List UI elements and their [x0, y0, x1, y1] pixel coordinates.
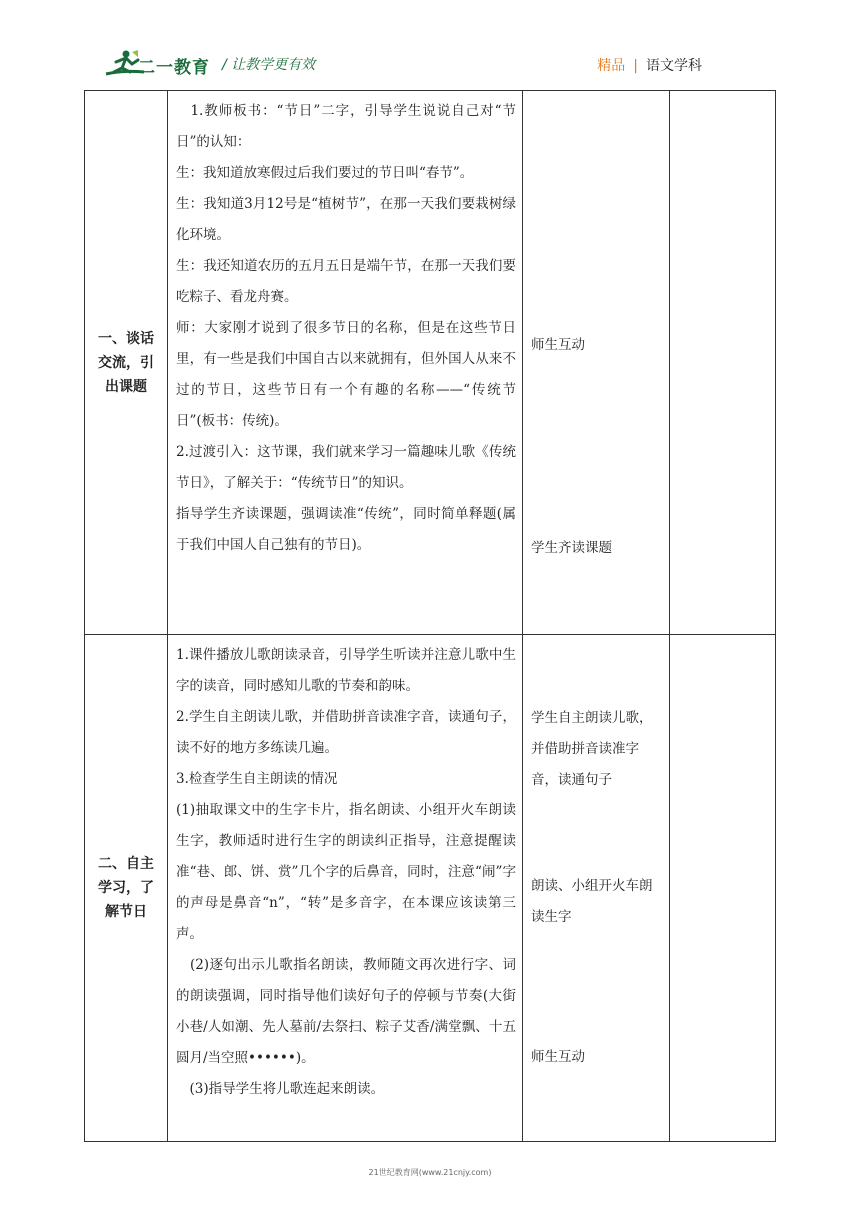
content-paragraph: 生：我还知道农历的五月五日是端午节，在那一天我们要吃粽子、看龙舟赛。	[176, 258, 516, 305]
activity-note: 朗读、小组开火车朗读生字	[531, 878, 653, 925]
table-row	[85, 635, 776, 1142]
content-paragraph: 2.学生自主朗读儿歌，并借助拼音读准字音，读通句子，读不好的地方多练读几遍。	[176, 709, 516, 756]
content-paragraph: (1)抽取课文中的生字卡片，指名朗读、小组开火车朗读生字，教师适时进行生字的朗读纠正指导，注意提醒读准“巷、郎、饼、赏”几个字的后鼻音，同时，注意“闹”字的声母是鼻音“n”，“转”是多音字，在本课应该读第三声。	[176, 802, 516, 942]
activity-cell	[523, 91, 670, 635]
separator: |	[633, 58, 638, 74]
table-row	[85, 91, 776, 635]
teaching-content-cell	[168, 635, 523, 1142]
content-paragraph: (3)指导学生将儿歌连起来朗读。	[176, 1081, 385, 1097]
content-paragraph: 指导学生齐读课题，强调读准“传统”，同时简单释题(属于我们中国人自己独有的节日)。	[176, 506, 516, 553]
content-paragraph: 3.检查学生自主朗读的情况	[176, 771, 338, 787]
content-paragraph: 生：我知道3月12号是“植树节”，在那一天我们要栽树绿化环境。	[176, 196, 516, 243]
page-header	[0, 0, 860, 90]
teaching-content-cell	[168, 91, 523, 635]
activity-note: 师生互动	[531, 1049, 585, 1065]
content-paragraph: 1.课件播放儿歌朗读录音，引导学生听读并注意儿歌中生字的读音，同时感知儿歌的节奏和韵味。	[176, 647, 516, 694]
quality-badge: 精品	[597, 58, 626, 74]
lesson-plan-table	[84, 90, 776, 1142]
stage-cell: 二、自主学习，了解节日	[85, 635, 168, 1142]
brand-right	[597, 55, 702, 75]
page-footer: 21世纪教育网(www.21cnjy.com)	[368, 1168, 492, 1177]
notes-cell	[670, 635, 776, 1142]
logo-text: 二一教育	[138, 58, 210, 78]
content-paragraph: 2.过渡引入：这节课，我们就来学习一篇趣味儿歌《传统节日》，了解关于：“传统节日”的知识。	[176, 444, 516, 491]
activity-cell	[523, 635, 670, 1142]
content-paragraph: 生：我知道放寒假过后我们要过的节日叫“春节”。	[176, 165, 474, 181]
activity-note: 学生齐读课题	[531, 540, 612, 556]
content-paragraph: 师：大家刚才说到了很多节日的名称，但是在这些节日里，有一些是我们中国自古以来就拥有，但外国人从来不过的节日，这些节日有一个有趣的名称——“传统节日”(板书：传统)。	[176, 320, 516, 429]
content-paragraph: 1.教师板书：“节日”二字，引导学生说说自己对“节日”的认知：	[176, 103, 516, 150]
slogan: / 让教学更有效	[222, 57, 316, 73]
subject-label: 语文学科	[646, 58, 702, 74]
notes-cell	[670, 91, 776, 635]
content-paragraph: (2)逐句出示儿歌指名朗读，教师随文再次进行字、词的朗读强调，同时指导他们读好句子的停顿与节奏(大街小巷/人如潮、先人墓前/去祭扫、粽子艾香/满堂飘、十五圆月/当空照••••••)。	[176, 957, 516, 1066]
stage-cell: 一、谈话交流，引出课题	[85, 91, 168, 635]
activity-note: 学生自主朗读儿歌，并借助拼音读准字音，读通句子	[531, 710, 653, 788]
activity-note: 师生互动	[531, 337, 585, 353]
